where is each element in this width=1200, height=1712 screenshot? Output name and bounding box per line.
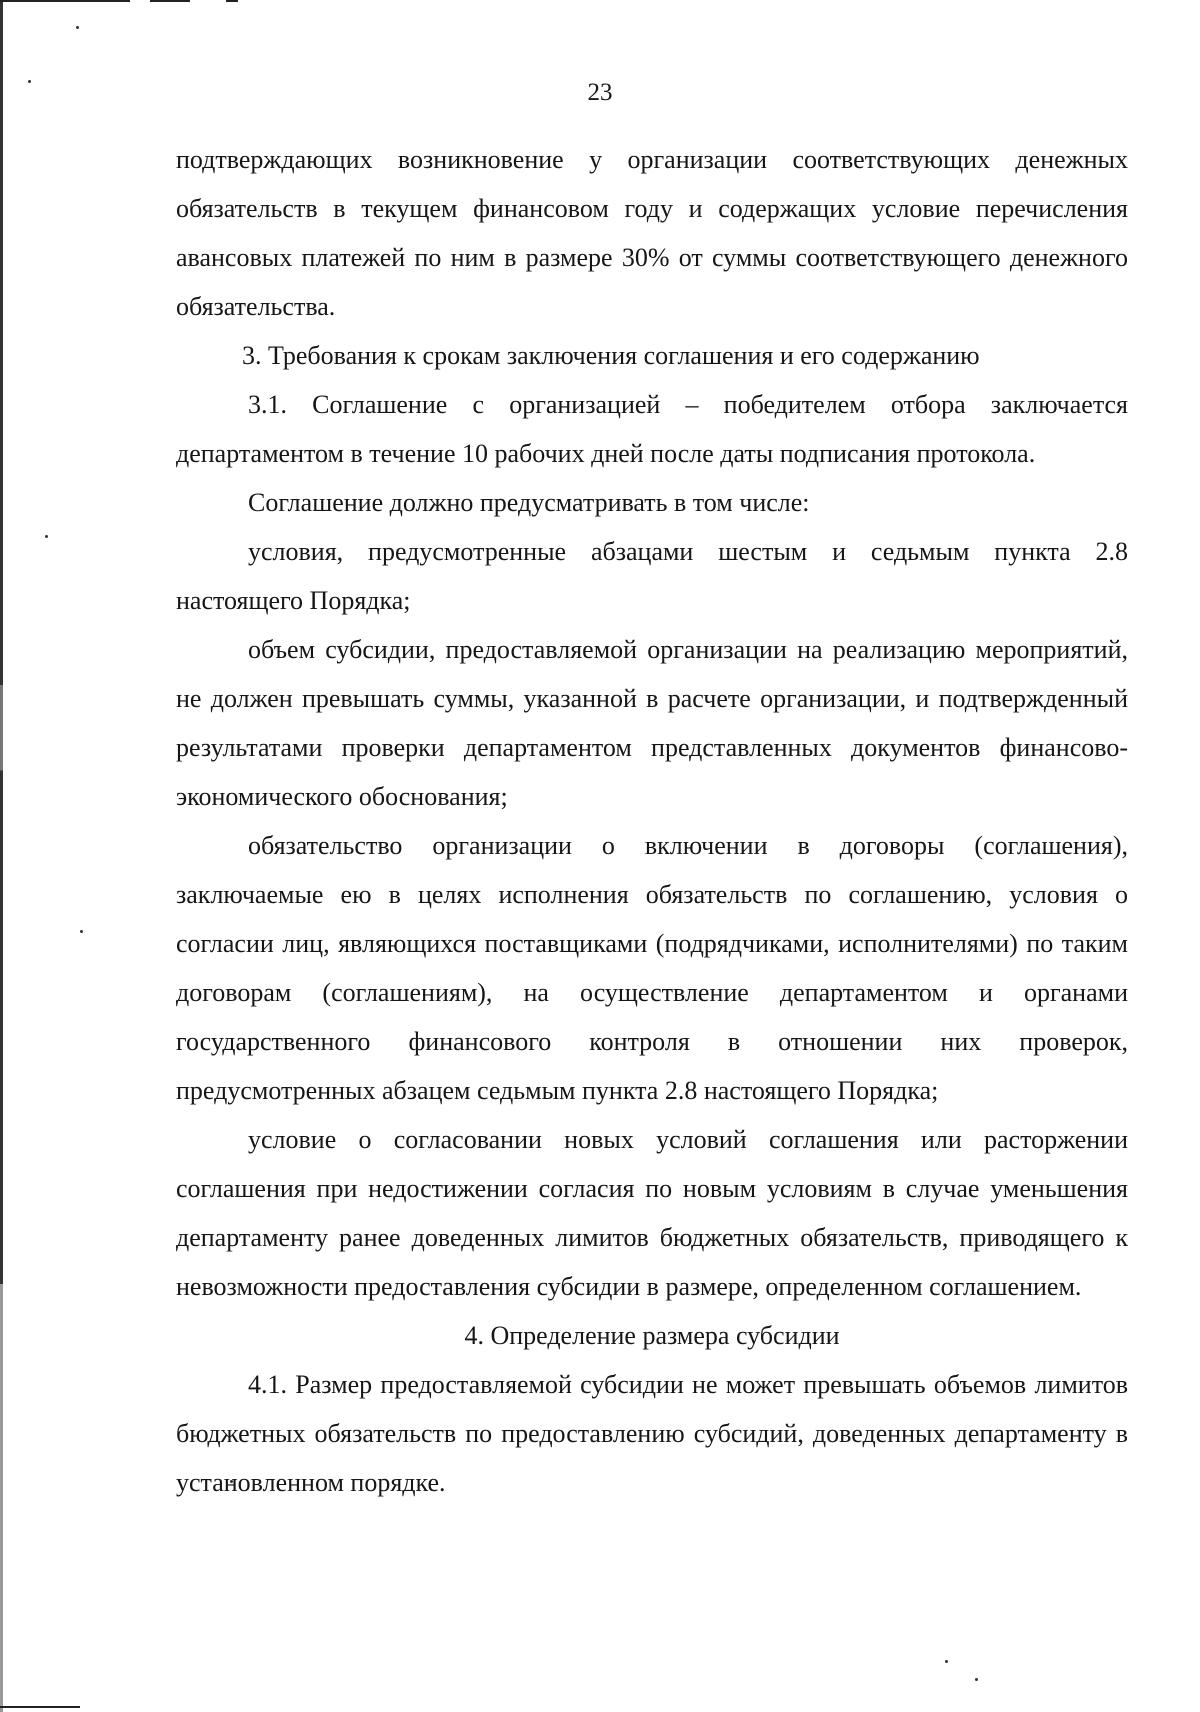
scan-speck — [45, 535, 48, 538]
section-heading-4: 4. Определение размера субсидии — [464, 1321, 840, 1350]
paragraph-agreement-intro: Соглашение должно предусматривать в том числе: — [248, 488, 810, 517]
section-heading-3: 3. Требования к срокам заключения соглашения и его содержанию — [242, 341, 980, 370]
paragraph-new-conditions: условие о согласовании новых условий соглашения или расторжении соглашения при недостижении согласия по новым условиям в случае уменьшения департаменту ранее доведенных лимитов бюджетных обязательств, приводящего к невозможности предоставления субсидии в размере, определенном соглашением. — [176, 1125, 1128, 1301]
scan-speck — [76, 26, 79, 29]
page-number: 23 — [587, 79, 613, 106]
paragraph-obligation: обязательство организации о включении в договоры (соглашения), заключаемые ею в целях исполнения обязательств по соглашению, условия о согласии лиц, являющихся поставщиками (подрядчиками, исполнителями) по таким договорам (соглашениям), на осуществление департаментом и органами государственного финансового контроля в отношении них проверок, предусмотренных абзацем седьмым пункта 2.8 настоящего Порядка; — [176, 831, 1128, 1105]
scan-speck — [975, 1678, 978, 1681]
paragraph-3-1: 3.1. Соглашение с организацией – победителем отбора заключается департаментом в течение 10 рабочих дней после даты подписания протокола. — [176, 390, 1128, 468]
paragraph-subsidy-volume: объем субсидии, предоставляемой организации на реализацию мероприятий, не должен превышать суммы, указанной в расчете организации, и подтвержденный результатами проверки департаментом представленных документов финансово-экономического обоснования; — [176, 635, 1128, 811]
scan-speck — [80, 930, 83, 933]
scan-top-mark-2 — [150, 0, 190, 2]
scan-top-mark-3 — [226, 0, 238, 2]
scan-left-edge — [0, 0, 3, 1712]
paragraph-continuation: подтверждающих возникновение у организации соответствующих денежных обязательств в текущем финансовом году и содержащих условие перечисления авансовых платежей по ним в размере 30% от суммы соответствующего денежного обязательства. — [176, 145, 1128, 321]
paragraph-4-1: 4.1. Размер предоставляемой субсидии не может превышать объемов лимитов бюджетных обязательств по предоставлению субсидий, доведенных департаменту в установленном порядке. — [176, 1370, 1128, 1497]
document-body — [176, 135, 1128, 1507]
scan-bottom-mark — [0, 1706, 80, 1708]
scan-top-mark-1 — [0, 0, 130, 2]
paragraph-conditions: условия, предусмотренные абзацами шестым и седьмым пункта 2.8 настоящего Порядка; — [176, 537, 1128, 615]
scan-speck — [945, 1660, 948, 1663]
